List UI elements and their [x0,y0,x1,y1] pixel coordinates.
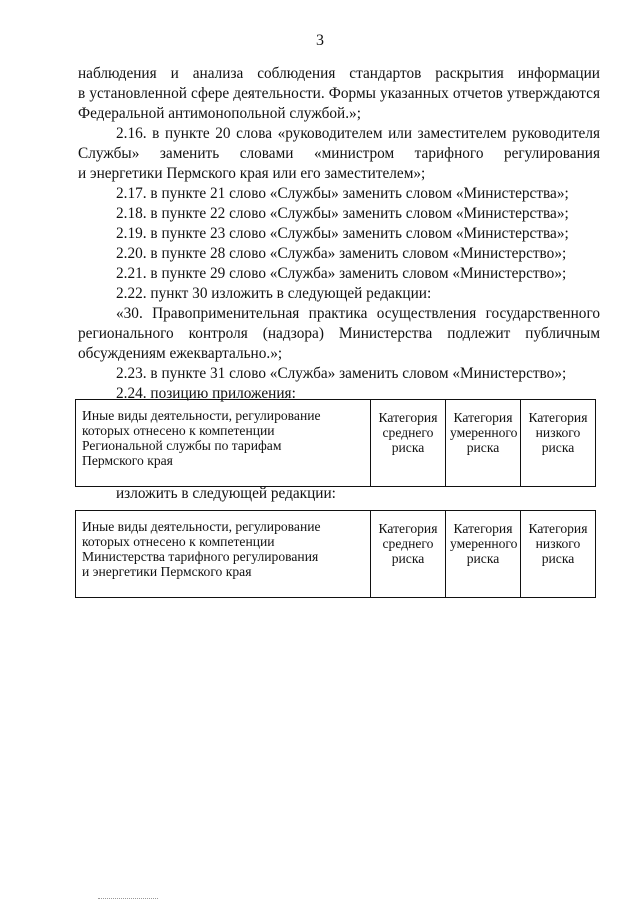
cell-line: риска [466,440,500,455]
item-2-19: 2.19. в пункте 23 слово «Службы» заменить словом «Министерства»; [116,225,569,242]
cell-line: низкого [535,425,581,440]
cell-line: Категория [453,410,513,425]
risk-category-low [521,400,596,487]
text-line: Федеральной антимонопольной службой.»; [78,105,361,122]
restate-line: изложить в следующей редакции: [116,485,336,502]
text-line: и энергетики Пермского края или его заместителем»; [78,165,426,182]
item-2-21: 2.21. в пункте 29 слово «Служба» заменить словом «Министерство»; [116,265,567,282]
cell-line: умеренного [450,536,518,551]
activity-line: Пермского края [82,453,173,468]
cell-line: Категория [453,521,513,536]
cell-line: умеренного [450,425,518,440]
text-line: наблюдения и анализа соблюдения стандартов раскрытия информации [78,65,600,82]
cell-line: Категория [378,521,438,536]
cell-line: Категория [378,410,438,425]
cell-line: Категория [528,410,588,425]
text-line: Службы» заменить словами «министром тарифного регулирования [78,145,600,162]
activity-line: Иные виды деятельности, регулирование [82,519,321,534]
activity-line: и энергетики Пермского края [82,564,252,579]
risk-category-moderate [446,400,521,487]
table-row [76,511,596,598]
item-2-16: 2.16. в пункте 20 слова «руководителем или заместителем руководителя [116,125,600,142]
risk-category-medium [371,400,446,487]
activity-line: которых отнесено к компетенции [82,534,275,549]
cell-line: риска [541,551,575,566]
item-2-18: 2.18. в пункте 22 слово «Службы» заменить словом «Министерства»; [116,205,569,222]
cell-line: среднего [382,536,434,551]
text-line: в установленной сфере деятельности. Формы указанных отчетов утверждаются [78,85,600,102]
footer-divider [98,898,158,900]
item-2-22: 2.22. пункт 30 изложить в следующей редакции: [116,285,432,302]
cell-line: среднего [382,425,434,440]
cell-line: риска [391,440,425,455]
quoted-item-30: «30. Правоприменительная практика осуществления государственного [116,305,600,322]
risk-category-moderate [446,511,521,598]
appendix-table-new [75,510,596,598]
activity-line: которых отнесено к компетенции [82,423,275,438]
item-2-23: 2.23. в пункте 31 слово «Служба» заменить словом «Министерство»; [116,365,567,382]
cell-line: Категория [528,521,588,536]
item-2-20: 2.20. в пункте 28 слово «Служба» заменить словом «Министерство»; [116,245,567,262]
activity-line: Региональной службы по тарифам [82,438,282,453]
item-2-17: 2.17. в пункте 21 слово «Службы» заменить словом «Министерства»; [116,185,569,202]
cell-line: низкого [535,536,581,551]
text-line: обсуждениям ежеквартально.»; [78,345,283,362]
activity-line: Министерства тарифного регулирования [82,549,319,564]
cell-line: риска [466,551,500,566]
activity-cell [76,511,371,598]
activity-line: Иные виды деятельности, регулирование [82,408,321,423]
item-2-24: 2.24. позицию приложения: [116,385,296,402]
cell-line: риска [541,440,575,455]
activity-cell [76,400,371,487]
text-line: регионального контроля (надзора) Министерства подлежит публичным [78,325,600,342]
table-row [76,400,596,487]
risk-category-low [521,511,596,598]
risk-category-medium [371,511,446,598]
appendix-table-old [75,399,596,487]
page-number: 3 [316,32,324,49]
cell-line: риска [391,551,425,566]
